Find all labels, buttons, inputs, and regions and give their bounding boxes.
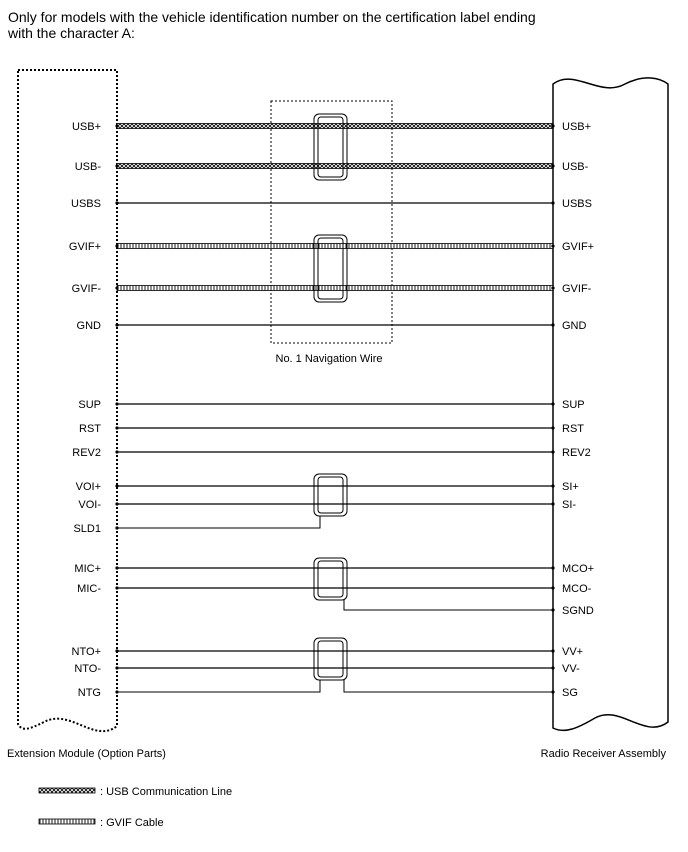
right-pin-label: VV+ xyxy=(562,646,584,658)
wire-sld1-drain xyxy=(117,516,320,528)
left-pin-label: MIC- xyxy=(77,583,101,595)
note-line-1: Only for models with the vehicle identification number on the certification label ending xyxy=(8,9,536,25)
left-pin-label: VOI+ xyxy=(75,481,101,493)
left-pin-label: SUP xyxy=(78,399,101,411)
shields xyxy=(314,114,347,680)
wire-gvif-minus xyxy=(117,286,553,291)
wires xyxy=(117,124,553,693)
pin-marker-left xyxy=(115,586,118,589)
legend-gvif-label: : GVIF Cable xyxy=(100,817,164,829)
right-pin-label: VV- xyxy=(562,663,580,675)
pin-marker-right xyxy=(551,649,554,652)
pin-marker-right xyxy=(551,402,554,405)
navigation-wire-box xyxy=(271,101,392,343)
left-pin-label: NTO- xyxy=(74,663,101,675)
pin-marker-left xyxy=(115,450,118,453)
pin-marker-left xyxy=(115,690,118,693)
pin-marker-right xyxy=(551,484,554,487)
pin-marker-right xyxy=(551,666,554,669)
wire-gvif-plus xyxy=(117,244,553,249)
right-pin-label: USB- xyxy=(562,161,589,173)
right-pin-label: USBS xyxy=(562,198,592,210)
extension-module-label: Extension Module (Option Parts) xyxy=(7,748,166,760)
legend-usb-swatch xyxy=(39,788,95,793)
left-pin-label: RST xyxy=(79,423,101,435)
pin-marker-right xyxy=(551,323,554,326)
pin-marker-left xyxy=(115,244,118,247)
note-line-2: with the character A: xyxy=(8,25,135,41)
pin-marker-left xyxy=(115,484,118,487)
right-pin-label: MCO- xyxy=(562,583,592,595)
right-pin-label: MCO+ xyxy=(562,563,595,575)
left-pin-label: GVIF+ xyxy=(68,241,101,253)
pin-marker-right xyxy=(551,201,554,204)
right-pin-label: GVIF- xyxy=(562,283,592,295)
legend-gvif-swatch xyxy=(39,819,95,824)
pin-marker-left xyxy=(115,201,118,204)
right-pin-label: GND xyxy=(562,320,587,332)
left-pin-label: GND xyxy=(76,320,101,332)
right-pin-label: SI+ xyxy=(562,481,579,493)
left-pin-label: USB- xyxy=(74,161,101,173)
shield-enclosure xyxy=(314,474,347,516)
pin-marker-right xyxy=(551,450,554,453)
pin-marker-right xyxy=(551,690,554,693)
left-pin-label: USB+ xyxy=(71,121,101,133)
pin-marker-right xyxy=(551,426,554,429)
left-pin-label: REV2 xyxy=(72,447,101,459)
pin-marker-right xyxy=(551,608,554,611)
pin-marker-left xyxy=(115,566,118,569)
pin-marker-right xyxy=(551,566,554,569)
left-pin-label: USBS xyxy=(71,198,101,210)
left-pin-label: MIC+ xyxy=(74,563,101,575)
left-pin-label: VOI- xyxy=(78,499,101,511)
extension-module-outline xyxy=(18,70,117,731)
left-pin-label: SLD1 xyxy=(73,523,101,535)
pin-marker-left xyxy=(115,323,118,326)
pin-marker-right xyxy=(551,502,554,505)
pin-labels xyxy=(69,121,594,699)
right-pin-label: SG xyxy=(562,687,578,699)
shield-enclosure xyxy=(314,558,347,600)
right-pin-label: SI- xyxy=(562,499,577,511)
pin-marker-left xyxy=(115,286,118,289)
shield-enclosure xyxy=(314,638,347,680)
pin-marker-right xyxy=(551,286,554,289)
pin-marker-right xyxy=(551,244,554,247)
radio-receiver-label: Radio Receiver Assembly xyxy=(540,748,666,760)
right-pin-label: RST xyxy=(562,423,584,435)
pin-marker-left xyxy=(115,502,118,505)
wire-ntg-drain xyxy=(117,680,553,692)
left-pin-label: GVIF- xyxy=(71,283,101,295)
pin-marker-left xyxy=(115,666,118,669)
wire-usb-plus xyxy=(117,124,553,129)
right-pin-label: USB+ xyxy=(562,121,592,133)
pin-marker-left xyxy=(115,124,118,127)
legend-usb-label: : USB Communication Line xyxy=(100,786,233,798)
pin-marker-left xyxy=(115,426,118,429)
right-pin-label: SUP xyxy=(562,399,585,411)
left-pin-label: NTG xyxy=(77,687,101,699)
pin-marker-left xyxy=(115,526,118,529)
pin-marker-right xyxy=(551,164,554,167)
wire-sgnd-drain xyxy=(344,600,553,610)
left-pin-label: NTO+ xyxy=(71,646,101,658)
pin-marker-left xyxy=(115,649,118,652)
right-pin-label: GVIF+ xyxy=(562,241,595,253)
right-pin-label: SGND xyxy=(562,605,594,617)
navigation-wire-label: No. 1 Navigation Wire xyxy=(275,353,383,365)
pin-marker-left xyxy=(115,402,118,405)
wire-usb-minus xyxy=(117,164,553,169)
pin-marker-right xyxy=(551,586,554,589)
right-pin-label: REV2 xyxy=(562,447,591,459)
pin-marker-left xyxy=(115,164,118,167)
pin-marker-right xyxy=(551,124,554,127)
